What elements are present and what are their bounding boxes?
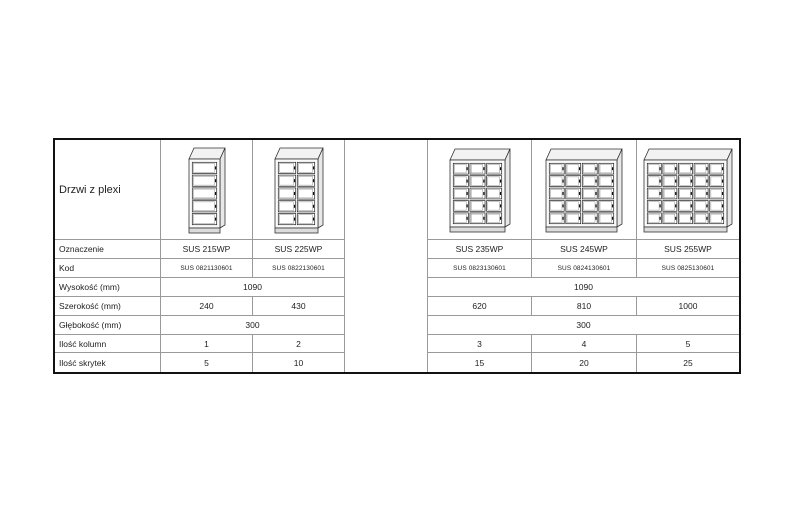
row-label-depth: Głębokość (mm) [55, 316, 161, 335]
columns-value: 4 [532, 335, 637, 353]
row-label-designation: Oznaczenie [55, 240, 161, 259]
row-label-width: Szerokość (mm) [55, 297, 161, 316]
height-value-right: 1090 [428, 278, 739, 297]
locker-3col-icon [448, 147, 512, 233]
product-image-sus225 [253, 140, 345, 240]
depth-value-right: 300 [428, 316, 739, 335]
row-label-columns: Ilość kolumn [55, 335, 161, 353]
row-label-code: Kod [55, 259, 161, 278]
compartments-value: 25 [683, 357, 693, 368]
width-value: 1000 [637, 297, 739, 316]
code-value: SUS 0825130601 [637, 259, 739, 278]
columns-value: 5 [637, 335, 739, 353]
spec-table [55, 140, 739, 372]
locker-2col-icon [273, 146, 325, 234]
code-value: SUS 0824130601 [532, 259, 637, 278]
columns-value: 1 [161, 335, 253, 353]
designation-value: SUS 235WP [428, 240, 532, 259]
locker-4col-icon [544, 147, 624, 233]
compartments-value: 10 [253, 353, 345, 372]
designation-value: SUS 225WP [253, 240, 345, 259]
height-value-left: 1090 [161, 278, 345, 297]
depth-value-left: 300 [161, 316, 345, 335]
columns-value: 2 [253, 335, 345, 353]
locker-1col-icon [187, 146, 227, 234]
width-value: 240 [161, 297, 253, 316]
compartments-value: 5 [161, 353, 253, 372]
product-image-sus215 [161, 140, 253, 240]
compartments-value: 20 [532, 353, 637, 372]
width-value: 810 [532, 297, 637, 316]
spec-table-frame [53, 138, 741, 374]
designation-value: SUS 255WP [637, 240, 739, 259]
code-value: SUS 0822130601 [253, 259, 345, 278]
designation-value: SUS 245WP [532, 240, 637, 259]
header-label: Drzwi z plexi [55, 140, 161, 240]
locker-5col-icon [642, 147, 734, 233]
width-value: 430 [253, 297, 345, 316]
row-label-compartments: Ilość skrytek [55, 353, 161, 372]
table-gap [345, 140, 428, 372]
width-value: 620 [428, 297, 532, 316]
columns-value: 3 [428, 335, 532, 353]
product-image-sus255 [637, 140, 739, 240]
row-label-height: Wysokość (mm) [55, 278, 161, 297]
product-image-sus245 [532, 140, 637, 240]
code-value: SUS 0821130601 [161, 259, 253, 278]
product-image-sus235 [428, 140, 532, 240]
compartments-value: 15 [428, 353, 532, 372]
designation-value: SUS 215WP [161, 240, 253, 259]
code-value: SUS 0823130601 [428, 259, 532, 278]
